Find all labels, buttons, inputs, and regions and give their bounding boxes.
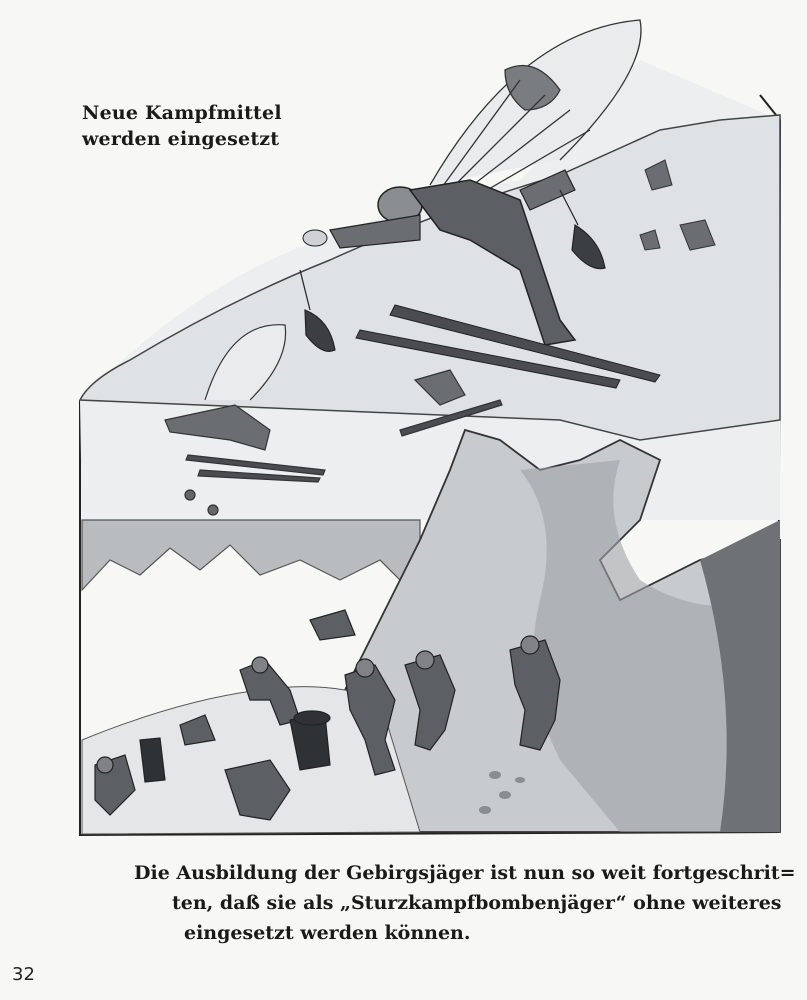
illustration-title	[82, 100, 282, 152]
illustration-caption	[128, 858, 796, 948]
page-number: 32	[12, 964, 35, 985]
caption-line-2: ten, daß sie als „Sturzkampfbombenjäger“ ohne weiteres	[172, 892, 782, 914]
caption-line-1: Die Ausbildung der Gebirgsjäger ist nun so weit fortgeschrit=	[134, 862, 796, 884]
title-line-2: werden eingesetzt	[82, 128, 280, 150]
background-ridge	[82, 520, 420, 600]
title-line-1: Neue Kampfmittel	[82, 102, 282, 124]
caption-line-3: eingesetzt werden können.	[184, 922, 471, 944]
